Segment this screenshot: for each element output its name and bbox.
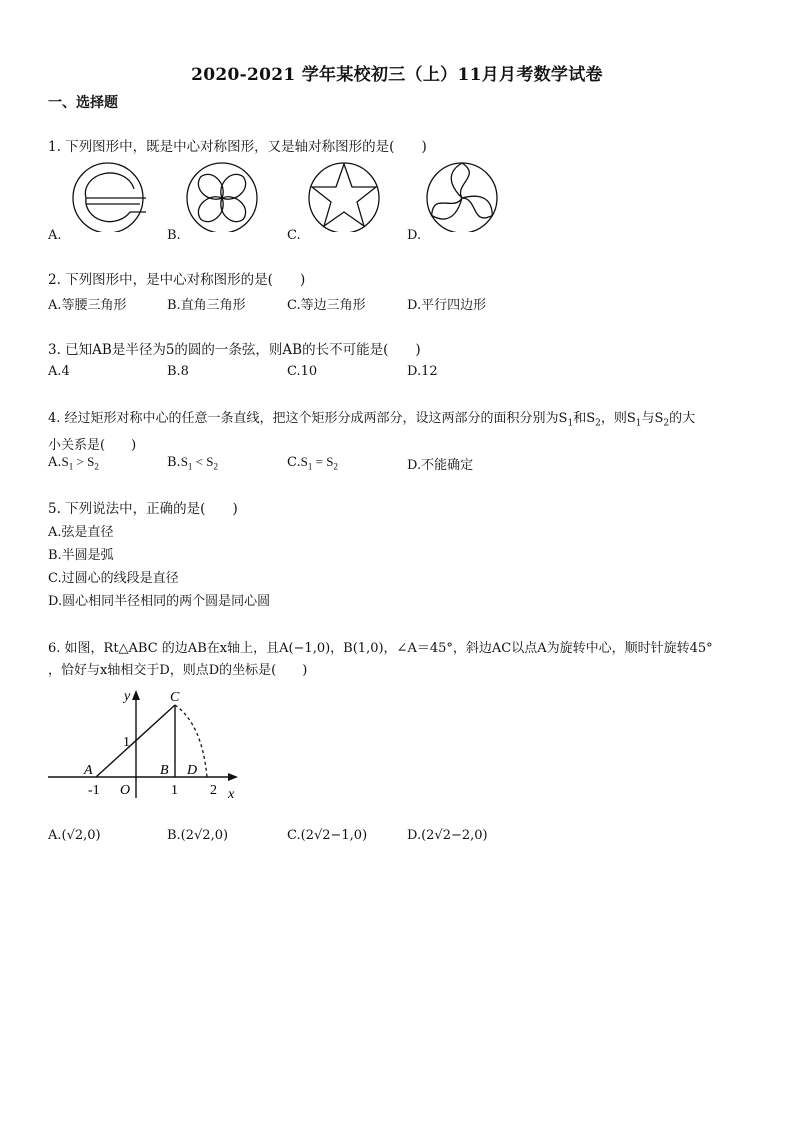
q2-option-a[interactable]: A.等腰三角形	[48, 298, 127, 313]
q4-option-a[interactable]: $A.S_1 > S_2$	[48, 454, 99, 472]
q1-option-d[interactable]: D.	[407, 228, 422, 243]
q3-option-a[interactable]: A.4	[48, 364, 70, 379]
q6-stem-line1: 6. 如图，Rt△ABC 的边AB在x轴上，且A(−1,0)，B(1,0)，∠A＝45°，斜边AC以点A为旋转中心，顺时针旋转45°	[48, 641, 713, 656]
q2-stem: 2. 下列图形中，是中心对称图形的是( )	[48, 272, 306, 288]
label-y: y	[124, 689, 131, 704]
y-axis-arrow-icon	[132, 690, 140, 700]
q4-stem-line1: 4. 经过矩形对称中心的任意一条直线，把这个矩形分成两部分，设这两部分的面积分别为S	[48, 411, 568, 426]
q1-options	[48, 228, 748, 248]
q1-option-c[interactable]: C.	[287, 228, 301, 243]
q4-options	[48, 454, 748, 474]
label-x: x	[228, 787, 235, 802]
q5-option-a[interactable]: A.弦是直径	[48, 525, 114, 540]
q1-figure-d	[427, 163, 498, 232]
q5-option-d[interactable]: D.圆心相同半径相同的两个圆是同心圆	[48, 594, 271, 609]
q4-option-d[interactable]: D.不能确定	[407, 458, 474, 473]
q1-stem: 1. 下列图形中，既是中心对称图形，又是轴对称图形的是( )	[48, 139, 427, 155]
q2-option-d[interactable]: D.平行四边形	[407, 298, 487, 313]
q6-option-b[interactable]: B.(2√2,0)	[167, 828, 229, 843]
label-b: B	[160, 763, 169, 778]
q6-stem-line2: ，恰好与x轴相交于D，则点D的坐标是( )	[48, 663, 308, 678]
q6-figure	[44, 686, 254, 806]
q1-option-b[interactable]: B.	[167, 228, 181, 243]
label-o: O	[120, 783, 131, 798]
q2-options	[48, 294, 748, 314]
q3-stem: 3. 已知AB是半径为5的圆的一条弦，则AB的长不可能是( )	[48, 342, 421, 358]
q3-options	[48, 364, 748, 384]
q6-option-a[interactable]: A.(√2,0)	[48, 828, 101, 843]
q1-figure-c	[309, 163, 379, 232]
q6-stem	[48, 638, 748, 682]
q2-option-c[interactable]: C.等边三角形	[287, 298, 366, 313]
q5-option-b[interactable]: B.半圆是弧	[48, 548, 114, 563]
q6-options	[48, 828, 748, 848]
q1-option-a[interactable]: A.	[48, 228, 62, 243]
label-neg1: -1	[88, 783, 100, 798]
q2-option-b[interactable]: B.直角三角形	[167, 298, 246, 313]
label-a: A	[84, 763, 93, 778]
q3-option-d[interactable]: D.12	[407, 364, 438, 379]
q4-option-c[interactable]: $C.S_1 = S_2$	[287, 454, 338, 472]
label-one-x: 1	[171, 783, 178, 798]
q4-stem-line2: 小关系是( )	[48, 437, 137, 453]
label-c: C	[170, 690, 180, 705]
q3-option-c[interactable]: C.10	[287, 364, 318, 379]
q5-option-c[interactable]: C.过圆心的线段是直径	[48, 571, 179, 586]
q3-option-b[interactable]: B.8	[167, 364, 189, 379]
q4-stem: 4. 经过矩形对称中心的任意一条直线，把这个矩形分成两部分，设这两部分的面积分别为$S_1$和$S_2$，则$S_1$与$S_2$的大 小关系是( )	[48, 411, 696, 453]
exam-title: 2020-2021 学年某校初三（上）11月月考数学试卷	[191, 65, 603, 85]
section-heading: 一、选择题	[48, 95, 118, 111]
q1-figure-b	[187, 163, 257, 232]
q1-figures	[60, 162, 500, 232]
label-two: 2	[210, 783, 217, 798]
q5-options	[48, 521, 270, 613]
q5-stem: 5. 下列说法中，正确的是( )	[48, 501, 238, 517]
q6-option-d[interactable]: D.(2√2−2,0)	[407, 828, 488, 843]
q1-figure-a	[73, 163, 146, 232]
label-one-y: 1	[123, 735, 130, 750]
label-d: D	[187, 763, 198, 778]
q4-option-b[interactable]: $B.S_1 < S_2$	[167, 454, 218, 472]
x-axis-arrow-icon	[228, 773, 238, 781]
q6-option-c[interactable]: C.(2√2−1,0)	[287, 828, 368, 843]
